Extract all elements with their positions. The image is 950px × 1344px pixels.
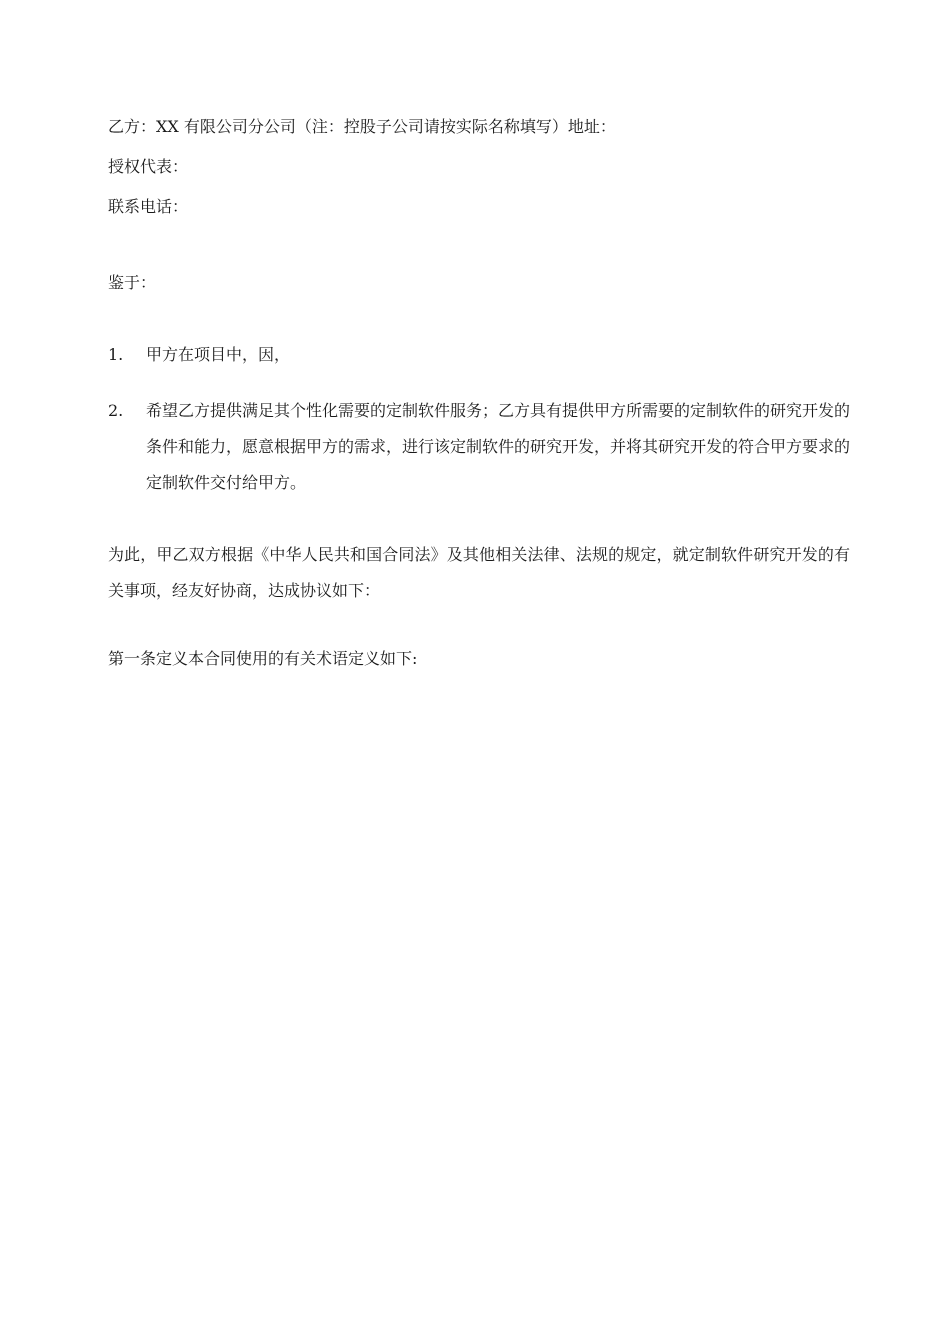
authorized-rep-line: 授权代表： [108, 157, 189, 176]
whereas-heading: 鉴于： [108, 273, 157, 292]
list-item-text: 希望乙方提供满足其个性化需要的定制软件服务；乙方具有提供甲方所需要的定制软件的研究开发的条件和能力，愿意根据甲方的需求，进行该定制软件的研究开发，并将其研究开发的符合甲方要求的定制软件交付给甲方。 [146, 401, 851, 492]
list-item-number: 1. [108, 345, 124, 364]
article-one-heading: 第一条定义本合同使用的有关术语定义如下: [108, 649, 418, 668]
contact-phone-line: 联系电话： [108, 197, 189, 216]
agreement-paragraph: 为此，甲乙双方根据《中华人民共和国合同法》及其他相关法律、法规的规定，就定制软件研究开发的有关事项，经友好协商，达成协议如下： [108, 545, 850, 600]
list-item-text: 甲方在项目中，因， [146, 345, 291, 364]
list-item-number: 2. [108, 401, 124, 420]
party-b-line: 乙方：XX 有限公司分公司（注：控股子公司请按实际名称填写）地址： [108, 117, 616, 136]
